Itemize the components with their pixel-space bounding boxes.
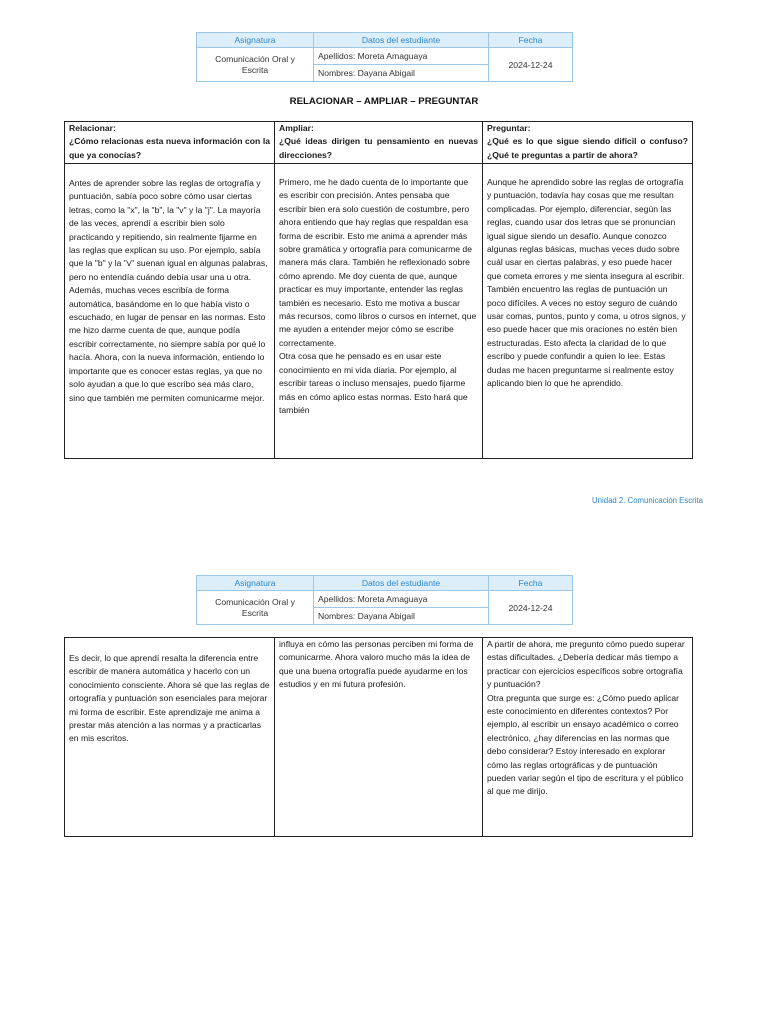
column-text: Primero, me he dado cuenta de lo importante que es escribir con precisión. Antes pensaba que escribir bien era solo cuestión de costumbre, pero ahora entiendo que hay reglas que respaldan esa forma de escribir. Esto me anima a aprender más sobre gramática y ortografía para comunicarme de manera más clara. También he reflexionado sobre cómo aprendo. Me doy cuenta de que, aunque practicar es muy importante, entender las reglas también es necesario. Esto me motiva a buscar más recursos, como libros o cursos en internet, que me ayuden a entender mejor cómo se escribe correctamente. Otra cosa que he pensado es en usar este conocimiento en mi vida diaria. Por ejemplo, al escribir tareas o incluso mensajes, puedo fijarme más en cómo aplico estas normas. Esto hará que también — [279, 177, 477, 415]
date-header: Fecha — [489, 33, 573, 48]
student-header: Datos del estudiante — [314, 576, 489, 591]
student-header: Datos del estudiante — [314, 33, 489, 48]
column-text: influya en cómo las personas perciben mi forma de comunicarme. Ahora valoro mucho más la idea de que una buena ortografía puede ayudarme en los estudios y en mi futura profesión. — [279, 639, 474, 690]
surname-value: Apellidos: Moreta Amaguaya — [314, 48, 489, 65]
reflection-table-continued — [64, 637, 693, 837]
column-ampliar — [274, 638, 482, 836]
footer-unit: Unidad 2. Comunicación Escrita — [592, 496, 703, 505]
document-title: RELACIONAR – AMPLIAR – PREGUNTAR — [289, 96, 479, 107]
column-label: Relacionar: — [69, 123, 116, 133]
column-preguntar — [482, 638, 692, 836]
date-header: Fecha — [489, 576, 573, 591]
date-value: 2024-12-24 — [489, 591, 573, 625]
column-ampliar — [274, 122, 482, 458]
column-label: Preguntar: — [487, 123, 531, 133]
column-preguntar — [482, 122, 692, 458]
subject-value: Comunicación Oral y Escrita — [197, 48, 314, 82]
document-page-2 — [0, 512, 768, 1024]
column-question: ¿Qué es lo que sigue siendo difícil o confuso? ¿Qué te preguntas a partir de ahora? — [487, 136, 688, 160]
column-relacionar — [65, 122, 274, 458]
name-value: Nombres: Dayana Abigail — [314, 65, 489, 82]
column-relacionar — [65, 638, 274, 836]
column-text: Aunque he aprendido sobre las reglas de ortografía y puntuación, todavía hay cosas que me resultan complicadas. Por ejemplo, diferenciar, según las reglas, cuando usar dos letras que se pronuncian igual sigue siendo un desafío. Aunque conozco algunas reglas básicas, muchas veces dudo sobre cuál usar en ciertas palabras, y eso puede hacer que cometa errores y me sienta insegura al escribir. También encuentro las reglas de puntuación un poco difíciles. A veces no estoy seguro de cuándo usar comas, puntos, punto y coma, u otros signos, y eso puede hacer que mis oraciones no estén bien estructuradas. Esto afecta la claridad de lo que escribo y puede confundir a quien lo lee. Estas dudas me hacen preguntarme si realmente estoy aplicando bien lo que he aprendido. — [487, 177, 686, 389]
surname-value: Apellidos: Moreta Amaguaya — [314, 591, 489, 608]
column-text: Es decir, lo que aprendí resalta la diferencia entre escribir de manera automática y hacerlo con un conocimiento consciente. Ahora sé que las reglas de ortografía y puntuación son esenciales para mejorar mi forma de escribir. Este aprendizaje me anima a prestar más atención a las normas y a practicarlas en mis escritos. — [69, 653, 270, 744]
name-value: Nombres: Dayana Abigail — [314, 608, 489, 625]
reflection-table — [64, 121, 693, 459]
subject-header: Asignatura — [197, 576, 314, 591]
column-text: Antes de aprender sobre las reglas de ortografía y puntuación, sabía poco sobre cómo usar ciertas letras, como la "x", la "b", la "v" y la "j". La mayoría de las veces, aprendí a escribir bien solo practicando y repitiendo, sin realmente fijarme en las reglas que explican su uso. Por ejemplo, sabía que la "b" y la "v" suenan igual en algunas palabras, pero no entendía cuándo debía usar una u otra. Además, muchas veces escribía de forma automática, basándome en lo que había visto o escuchado, en lugar de pensar en las normas. Esto me hizo darme cuenta de que, aunque podía escribir correctamente, no siempre sabía por qué lo hacía. Ahora, con la nueva información, entiendo lo importante que es conocer estas reglas, ya que no solo ayudan a que lo que escribo sea más claro, sino que también me permiten comunicarme mejor. — [69, 178, 268, 403]
column-question: ¿Cómo relacionas esta nueva información con la que ya conocías? — [69, 136, 270, 160]
subject-header: Asignatura — [197, 33, 314, 48]
student-info-table — [196, 32, 573, 82]
column-text: A partir de ahora, me pregunto cómo puedo superar estas dificultades. ¿Debería dedicar más tiempo a practicar con ejercicios específicos sobre ortografía y puntuación? Otra pregunta que surge es: ¿Cómo puedo aplicar este conocimiento en diferentes contextos? Por ejemplo, al escribir un ensayo académico o correo electrónico, ¿hay diferencias en las normas que debo considerar? Estoy interesado en explorar cómo las reglas ortográficas y de puntuación pueden variar según el tipo de escritura y el público al que me dirijo. — [487, 639, 685, 797]
date-value: 2024-12-24 — [489, 48, 573, 82]
column-label: Ampliar: — [279, 123, 314, 133]
column-question: ¿Qué ideas dirigen tu pensamiento en nuevas direcciones? — [279, 136, 478, 160]
student-info-table — [196, 575, 573, 625]
subject-value: Comunicación Oral y Escrita — [197, 591, 314, 625]
